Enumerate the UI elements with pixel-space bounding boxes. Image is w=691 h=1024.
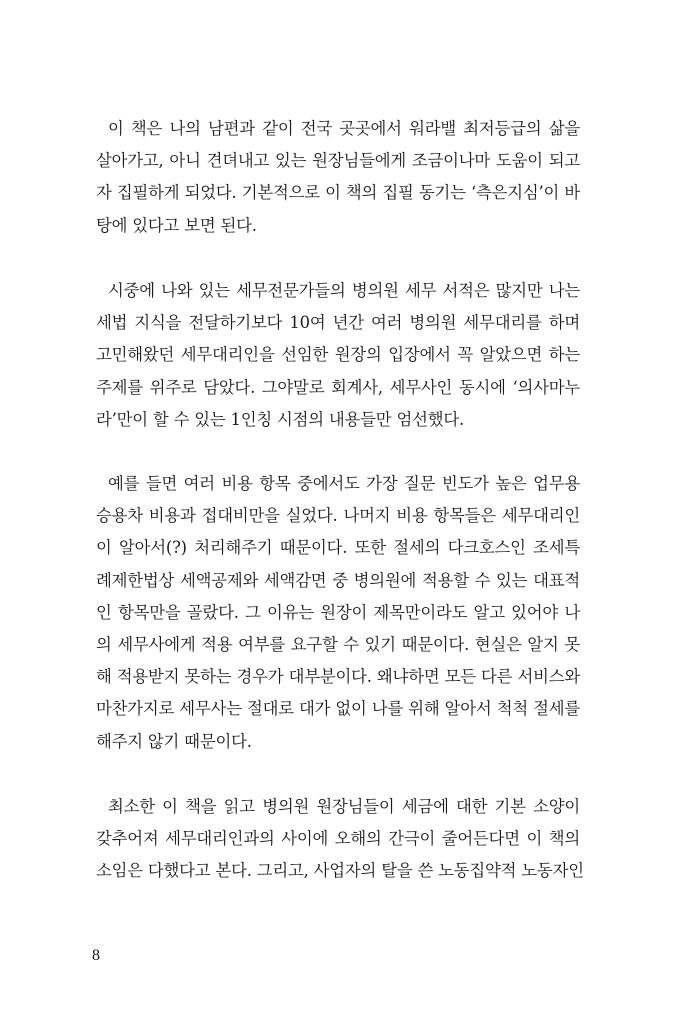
page-number: 8 [92,947,100,964]
text-line: 이 책은 나의 남편과 같이 전국 곳곳에서 워라밸 최저등급의 삶을 [108,119,580,138]
paragraph-3 [96,468,580,758]
paragraph-4 [96,791,584,888]
text-line: 해주지 않기 때문이다. [96,731,252,751]
text-line: 최소한 이 책을 읽고 병의원 원장님들이 세금에 대한 기본 소양이 [108,797,580,816]
text-line: 갖추어져 세무대리인과의 사이에 오해의 간극이 줄어든다면 이 책의 [96,829,580,849]
text-line: 자 집필하게 되었다. 기본적으로 이 책의 집필 동기는 ‘측은지심’이 바 [96,183,580,203]
text-line: 시중에 나와 있는 세무전문가들의 병의원 세무 서적은 많지만 나는 [108,281,580,300]
text-line: 세법 지식을 전달하기보다 10여 년간 여러 병의원 세무대리를 하며 [96,313,580,333]
text-line: 승용차 비용과 접대비만을 실었다. 나머지 비용 항목들은 세무대리인 [96,506,580,526]
text-line: 이 알아서(?) 처리해주기 때문이다. 또한 절세의 다크호스인 조세특 [96,538,580,558]
text-line: 라’만이 할 수 있는 1인칭 시점의 내용들만 엄선했다. [96,409,464,429]
text-line: 고민해왔던 세무대리인을 선임한 원장의 입장에서 꼭 알았으면 하는 [96,345,580,365]
text-line: 인 항목만을 골랐다. 그 이유는 원장이 제목만이라도 알고 있어야 나 [96,602,580,622]
text-line: 의 세무사에게 적용 여부를 요구할 수 있기 때문이다. 현실은 알지 못 [96,634,580,654]
paragraph-1 [96,113,580,242]
text-line: 소임은 다했다고 본다. 그리고, 사업자의 탈을 쓴 노동집약적 노동자인 [96,861,584,881]
text-line: 마찬가지로 세무사는 절대로 대가 없이 나를 위해 알아서 척척 절세를 [96,699,580,719]
text-line: 해 적용받지 못하는 경우가 대부분이다. 왜냐하면 모든 다른 서비스와 [96,667,580,687]
text-line: 례제한법상 세액공제와 세액감면 중 병의원에 적용할 수 있는 대표적 [96,570,580,590]
paragraph-2 [96,275,580,436]
text-line: 주제를 위주로 담았다. 그야말로 회계사, 세무사인 동시에 ‘의사마누 [96,377,580,397]
text-line: 탕에 있다고 보면 된다. [96,215,257,235]
text-line: 살아가고, 아니 견뎌내고 있는 원장님들에게 조금이나마 도움이 되고 [96,151,580,171]
text-line: 예를 들면 여러 비용 항목 중에서도 가장 질문 빈도가 높은 업무용 [108,474,580,493]
